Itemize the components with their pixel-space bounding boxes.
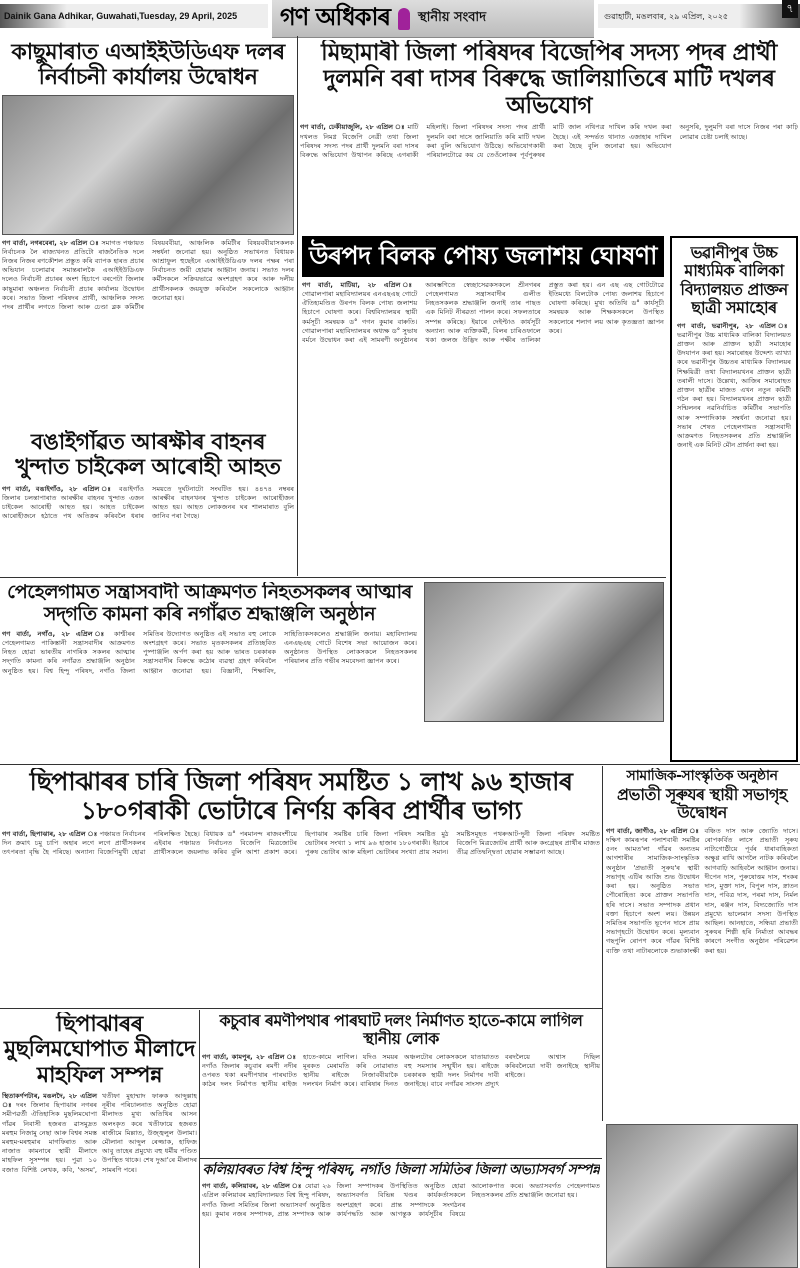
photo-aiudf-office <box>2 95 294 235</box>
dateline: গণ বাৰ্তা, ভৱানীপুৰ, ২৮ এপ্ৰিল ঃ <box>677 321 791 330</box>
dateline: গণ বাৰ্তা, নগাঁও, ২৮ এপ্ৰিল ঃ <box>2 629 109 638</box>
article-bongaigaon-body <box>2 485 294 574</box>
photo-nss-programme <box>424 582 664 722</box>
headline-aiudf: কাছুমাৰাত এআইইউডিএফ দলৰ নিৰ্বাচনী কাৰ্যালয় উদ্বোধন <box>11 40 285 91</box>
article-bongaigaon <box>2 430 294 574</box>
body-text: কাশ্মীৰৰ পেহেলগামত পাকিস্তানী সন্ত্ৰাসবাদীৰ আক্ৰমণত নিহত হোৱা ভাৰতীয় নাগৰিক সকলৰ আত্মাৰ সদ্‌গতি কামনা কৰি নগাঁৱত শ্ৰদ্ধাঞ্জলি অনুষ্ঠান অনুষ্ঠিত হয়। বিশ্ব হিন্দু পৰিষদ, নগাঁও জিলা সমিতিৰ উদ্যোগত অনুষ্ঠিত এই সভাত বহু লোকে অংশগ্ৰহণ কৰে। সভাত মৃতকসকলৰ প্ৰতিচ্ছবিত পুষ্পাঞ্জলি অৰ্পণ কৰা হয় আৰু ভাৰত চৰকাৰক সন্ত্ৰাসবাদীৰ বিৰুদ্ধে কঠোৰ ব্যৱস্থা গ্ৰহণ কৰিবলৈ আহ্বান জনোৱা হয়। বিজ্ঞানী, শিক্ষাবিদ, সাহিত্যিকসকলেও শ্ৰদ্ধাঞ্জলি জনায়। মহাবিদ্যালয় এনএছএছ গোটে বিশেষ সভা আয়োজন কৰে। অনুষ্ঠানত উপস্থিত লোকসকলে নিহতসকলৰ পৰিয়ালৰ প্ৰতি গভীৰ সমবেদনা জ্ঞাপন কৰে। <box>2 629 417 675</box>
sidebar-box-bhawanipur <box>670 236 798 762</box>
divider <box>0 577 666 578</box>
divider <box>200 1158 602 1159</box>
article-aiudf-body <box>2 239 294 426</box>
headline-bongaigaon-accident: বঙাইগাঁৱত আৰক্ষীৰ বাহনৰ খুন্দাত চাইকেল আৰোহী আহত <box>15 430 281 481</box>
article-kochubar-body <box>202 1053 600 1156</box>
divider <box>0 1008 602 1009</box>
column-divider <box>297 36 298 576</box>
headline-dulumoni: মিছামাৰী জিলা পৰিষদৰ বিজেপিৰ সদস্য পদৰ প্ৰাৰ্থী দুলমনি বৰা দাসৰ বিৰুদ্ধে জালিয়াতিৰে মাটি দখলৰ অভিযোগ <box>321 40 777 119</box>
body-text: দক্ষিণ কামৰূপৰ পলাশবাৰী সমষ্টিৰ ৫নং আমত'লা গাঁৱৰ অন্যতম আগশাৰীৰ সামাজিক-সাংস্কৃতিক অনুষ্ঠান 'প্ৰভাতী সূৰুয'ৰ স্থায়ী সভাগৃহ এটিৰ আজি শুভ উদ্বোধন কৰা হয়। অনুষ্ঠিত সভাত পৌৰোহিত্য কৰে প্ৰাক্তন সভাপতি হৰি দাসে। সভাত সম্পাদক প্ৰধান বক্তা হিচাপে অংশ লয়। উন্নয়ন সমিতিৰ সভাপতি ভূপেন দাসে প্ৰায় সভাগৃহটো উদ্বোধন কৰে। মূল্যবান গছপুলি ৰোপণ কৰে গাঁৱৰ বিশিষ্ট ব্যক্তি তথা নাটাৰলোকে শুভাকাংক্ষী বঞ্চিত দাস আৰু জ্যোতি দাসে। ৰোপকৰ্বিত লাসে প্ৰভাতী সূৰুয নাট্যগোষ্ঠীয়ে পূৰ্বৰ ধাৰাবাহিকতা অক্ষুণ্ণ ৰাখি আগলৈ নাটক কৰিবলৈ আগবাঢ়ি আহিবলৈ আহ্বান জনায়। দীপেন দাস, পুৰুষোত্তম দাস, শংকৰ দাস, মুক্তা দাস, বিপুল দাস, স্নাতন দাস, পবিত্ৰ দাস, পৰমা দাস, নিৰ্মল দাস, ৰঞ্জন দাস, বিদ্যজ্যোতি দাস প্ৰমুখ্যে ভালেমান সদস্য উপস্থিত আছিল। আনহাতে, সন্ধিয়া প্ৰভাতী সুৰুযৰ শিল্পী হৰি নিৰ্মাতা আবদ্ধৰ কাৰণে সংগীত অনুষ্ঠান পৰিৱেশন কৰা হয়। <box>606 826 798 955</box>
body-text: সমাগত পঞ্চায়ত নিৰ্বাচনক লৈ ৰাজ্যখনত প্ৰতিটো ৰাজনৈতিক দলে নিজৰ নিজৰ ৰণকৌশল প্ৰস্তুত কৰি ব্যাপক হাৰত প্ৰচাৰ অভিযান চলোৱাৰ সমান্তৰালকৈ এআইইউডিএফ দলেও নিৰ্বাচনী প্ৰচাৰৰ অংশ হিচাপে বৰপেটা জিলাৰ কাছুমাৰা অঞ্চলত নিৰ্বাচনী প্ৰচাৰ কাৰ্যালয় উদ্বোধন কৰে। সভাত জিলা পৰিষদৰ প্ৰাৰ্থী, আঞ্চলিক সদস্য পদৰ প্ৰাৰ্থীৰ লগতে জিলা আৰু চেণ্ডা ব্লক কমিটীৰ বিষয়ববীয়া, আঞ্চলিক কমিটীৰ বিষয়ববীয়াসকলক সম্বৰ্ধনা জনোৱা হয়। অনুষ্ঠিত সভাখনত বিধায়ক আশ্ৰাফুল হুছেইনে এআইইউডিএফ দলৰ পক্ষৰ পৰা নিৰ্বাচনত জয়ী হোৱাৰ আহ্বান জনায়। সভাত দলৰ কৰ্মীসকলে সক্ৰিয়ভাৱে অংশগ্ৰহণ কৰে আৰু দলীয় প্ৰাৰ্থীসকলক জয়যুক্ত কৰিবলৈ সকলোকে আহ্বান জনোৱা হয়। <box>2 238 294 312</box>
headline-milad-mahfil: ছিপাঝাৰৰ মুছলিমঘোপাত মীলাদে মাহফিল সম্পন্ন <box>4 1012 195 1088</box>
dateline: গণ বাৰ্তা, মাটিয়া, ২৮ এপ্ৰিল ঃ <box>302 280 418 289</box>
article-sipajhar <box>2 768 600 1006</box>
article-aiudf <box>2 40 294 426</box>
headline-kochubar-bridge: কচুবাৰ ৰমণীপথাৰ পাৰঘাট দলং নিৰ্মাণত হাতে-কামে লাগিল স্থানীয় লোক <box>219 1012 583 1049</box>
section-title: স্থানীয় সংবাদ <box>417 10 487 25</box>
article-dulumoni-body <box>300 123 798 230</box>
assamese-dateline: গুৱাহাটী, মঙলবাৰ, ২৯ এপ্ৰিল, ২০২৫ <box>598 4 800 28</box>
headline-sipajhar-voters: ছিপাঝাৰৰ চাৰি জিলা পৰিষদ সমষ্টিত ১ লাখ ৯৬ হাজাৰ ১৮০গৰাকী ভোটাৰে নিৰ্ণয় কৰিব প্ৰাৰ্থীৰ ভাগ্য <box>29 768 573 825</box>
article-dulumoni <box>300 40 798 230</box>
headline-prabhati-suruj: প্ৰভাতী সূৰুযৰ স্থায়ী সভাগৃহ উদ্বোধন <box>617 785 787 823</box>
headline-vhp-kaliabor: কলিয়াবৰত বিশ্ব হিন্দু পৰিষদ, নগাঁও জিলা সমিতিৰ জিলা অভ্যাসবৰ্গ সম্পন্ন <box>202 1162 600 1178</box>
headline-bhawanipur: ভৱানীপুৰ উচ্চ মাধ্যমিক বালিকা বিদ্যালয়ত প্ৰাক্তন ছাত্ৰী সমাহোৰ <box>680 243 788 318</box>
article-milad <box>2 1012 197 1268</box>
dateline: গণ বাৰ্তা, ছিপাঝাৰ, ২৮ এপ্ৰিল ঃ <box>2 829 98 838</box>
article-pahalgam-body <box>2 630 417 760</box>
body-text: বঙাইগাঁও জিলাৰ চলন্তাপাৰাত আৰক্ষীৰ বাহনৰ খুন্দাত এজন চাইকেল আৰোহী আহত হয়। আহত চাইকেল আৰোহীজনে হঠাতে পথ অতিক্ৰম কৰিবলৈ ধৰাৰ সময়তে দুৰ্ঘটনাটো সংঘটিত হয়। ৪৪৭৪ নম্বৰৰ আৰক্ষীৰ বাহনখনৰ খুন্দাত চাইকেল আৰোহীজন আহত হয়। আহত লোকজনৰ ঘৰ শালমাৰাত বুলি জানিব পৰা গৈছে। <box>2 484 294 521</box>
article-pahalgam <box>2 582 417 760</box>
article-sipajhar-body <box>2 830 600 1007</box>
article-urpad <box>302 236 664 574</box>
article-prabhati-body <box>606 827 798 1120</box>
dateline: গণ বাৰ্তা, কামপুৰ, ২৮ এপ্ৰিল ঃ <box>202 1052 297 1061</box>
divider <box>0 764 800 765</box>
dateline: গণ বাৰ্তা, জাগীও, ২৮ এপ্ৰিল ঃ <box>606 826 700 835</box>
article-vhp <box>202 1162 600 1268</box>
article-urpad-body <box>302 281 664 574</box>
column-divider <box>199 1010 200 1268</box>
article-kochubar <box>202 1012 600 1156</box>
newspaper-logo: গণ অধিকাৰ <box>280 1 390 31</box>
dateline: গণ বাৰ্তা, কলিয়াবৰ, ২৮ এপ্ৰিল ঃ <box>202 1182 303 1191</box>
body-text: গোৱালপাৰা মহাবিদ্যালয়ৰ এনএছএছ গোটে ঐতিহ্যমণ্ডিত উৰপদ বিলক পোষ্য জলাশয় হিচাপে ঘোষণা কৰে। বিশ্ববিদ্যালয়ৰ স্থায়ী কৰ্মসূচী সমন্বয়ক ড° গগন কুমাৰ বাৰুতি। গোৱালপাৰা মহাবিদ্যালয়ৰ অধ্যক্ষ ড° সুভাষ বৰ্মনে উদ্বোধন কৰা এই সামৰণী অনুষ্ঠানৰ আৰম্ভণিতে স্বেচ্ছাসেৱকসকলে শ্ৰীনগৰৰ পেহেলগামত সন্ত্ৰাসবাদীৰ গুলীত নিহতসকলক শ্ৰদ্ধাঞ্জলি জনাই তাৰ পাছত এক মিনিট নীৰৱতা পালন কৰে। সফলতাৰে সম্পন্ন কৰিছে। ইয়াৰে দেইপ্টাও কাৰ্যসূচী অন্যান্য আৰু ব্যক্তিকৰ্মী, বিলৰ চাৰিওফালে থকা জলজ উদ্ভিদ আৰু পক্ষীৰ তালিকা প্ৰস্তুত কৰা হয়। এন এছ এছ গোটটোৱে ইতিমধ্যে বিলটোক পোষ্য জলাশয় হিচাপে ঘোষণা কৰিছে। মুখ্য অতিথি ড° কাৰ্যসূচী সমন্বয়ক আৰু শিক্ষকসকলে উপস্থিত সকলোৰে শলাগ লয় আৰু কৃতজ্ঞতা জ্ঞাপন কৰে। <box>302 280 664 344</box>
article-prabhati <box>606 768 798 1120</box>
headline-pahalgam-tribute: পেহেলগামত সন্ত্ৰাসবাদী আক্ৰমণত নিহতসকলৰ আত্মাৰ সদ্‌গতি কামনা কৰি নগাঁৱত শ্ৰদ্ধাঞ্জলি অনুষ্ঠান <box>7 582 412 625</box>
page-number: ৭ <box>782 0 798 18</box>
photo-prabhati-event <box>606 1124 798 1268</box>
body-text: মাটি দখলত নিমগ্ন বিজেপি নেত্ৰী তথা জিলা পৰিষদৰ সদস্য পদৰ প্ৰাৰ্থী দুলমনি বৰা দাসৰ বিৰুদ্ধে অভিযোগ উত্থাপন কৰিছে এগৰাকী মহিলাই। জিলা পৰিষদৰ সদস্য পদৰ প্ৰাৰ্থী দুলমনি বৰা দাসে জালিয়াতি কৰি মাটি দখল কৰা বুলি অভিযোগ উঠিছে। অভিযোগকাৰী পৰিয়ালটোৱে কয় যে তেওঁলোকৰ পূৰ্বপুৰুষৰ মাটি জাল নথিপত্ৰ দাখিল কৰি দখল কৰা হৈছে। এই সন্দৰ্ভত থানাত এজাহাৰ দাখিল কৰা হৈছে বুলি জনোৱা হয়। অভিযোগ অনুসৰি, দুলুমণি বৰা দাসে নিজৰ পৰা কাঢ়ি লোৱাৰ চেষ্টা চলাই আছে। <box>300 123 798 159</box>
dateline: স্থিতাকৰ্ণপটাৰ, মঙলদৈ, ২৮ এপ্ৰিল ঃ <box>2 1091 97 1110</box>
english-dateline: Dainik Gana Adhikar, Guwahati,Tuesday, 29 April, 2025 <box>0 4 268 28</box>
body-text: নগাঁও জিলাৰ কচুবাৰ ৰমণী নদীৰ ওপৰত থকা ৰমণীপথাৰ পাৰঘাটত কাঠৰ দলং নিৰ্মাণত স্থানীয় ৰাইজ হাতে-কামে লাগিল। যদিও সময়ৰ মূৰকত মেৰামতি কৰি নোৱাৰাত স্থানীয় ৰাইজে নিজাববীয়াকৈ দলংখন নিৰ্মাণ কৰে। বাৰিষাৰ দিনত অঞ্চলটোৰ লোকসকলে যাতায়াতত বহু সমস্যাৰ সন্মুখীন হয়। ৰাইজে চৰকাৰক স্থায়ী দলং নিৰ্মাণৰ দাবী জনাইছে। বাবে নগাঁৱৰ সাংসদ প্ৰদ্যুৎ বৰদলৈয়ে আশ্বাস দিছিল কৰিবলৈয়ো দাবী জনাইছে স্থানীয় ৰাইজে। <box>202 1052 600 1089</box>
article-milad-body <box>2 1092 197 1268</box>
dateline: গণ বাৰ্তা, নগৰবেৰা, ২৮ এপ্ৰিল ঃ <box>2 238 100 247</box>
dateline: গণ বাৰ্তা, ঢেকীয়াজুলি, ২৮ এপ্ৰিল ঃ <box>300 123 405 132</box>
kicker-cultural: সামাজিক-সাংস্কৃতিক অনুষ্ঠান <box>626 768 778 784</box>
body-text: ভৱানীপুৰ উচ্চ মাধ্যমিক বালিকা বিদ্যালয়ত প্ৰাক্তন আৰু প্ৰাক্তন ছাত্ৰী সমাহোৰ উদযাপন কৰা হয়। সমাৰোহৰ উদ্দেশ্য ব্যাখ্যা কৰে ভৱানীপুৰ উচ্চতৰ মাধ্যমিক বিদ্যালয়ৰ শিক্ষয়িত্ৰী তথা বিদ্যালয়খনৰ প্ৰাক্তন ছাত্ৰী তৰালী দাসে। উল্লেখ্য, আজিৰ সমাৰোহত প্ৰাক্তন ছাত্ৰীৰ মাজত এখন নতুন কমিটী গঠন কৰা হয়। বিদ্যালয়খনৰ প্ৰাক্তন ছাত্ৰী সন্মিলনৰ নৱনিৰ্বাচিত কমিটীৰ সভাপতি আৰু সম্পাদিকাক সম্বৰ্ধনা জনোৱা হয়। সভাৰ শেষত পেহেলগামত সন্ত্ৰাসবাদী আক্ৰমণত নিহতসকলৰ প্ৰতি শ্ৰদ্ধাঞ্জলি জনাই এক মিনিট মৌন প্ৰাৰ্থনা কৰা হয়। <box>677 330 791 450</box>
people-logo-icon <box>398 8 410 30</box>
body-text: যোৱা ২৬ এপ্ৰিল কলিয়াবৰ মহাবিদ্যালয়ত বিশ্ব হিন্দু পৰিষদ, নগাঁও জিলা সমিতিৰ জিলা অভ্যাসবৰ্গ অনুষ্ঠিত হয়। কুমাৰ নজৰ সম্পাদক, প্ৰান্ত সম্পাদক আৰু জিলা সম্পাদকৰ উপস্থিতিত অনুষ্ঠিত হোৱা অভ্যাসবৰ্গত বিভিন্ন খণ্ডৰ কাৰ্যকৰ্তাসকলে অংশগ্ৰহণ কৰে। প্ৰান্ত সম্পাদকে সংগঠনৰ কাৰ্যপদ্ধতি আৰু আগন্তুক কাৰ্যসূচীৰ বিষয়ে আলোকপাত কৰে। অভ্যাসবৰ্গত পেহেলগামত নিহতসকলৰ প্ৰতি শ্ৰদ্ধাঞ্জলি জনোৱা হয়। <box>202 1182 600 1218</box>
dateline: গণ বাৰ্তা, বঙাইগাঁও, ২৮ এপ্ৰিল ঃ <box>2 484 114 493</box>
body-text: পঞ্চায়ত নিৰ্বাচনৰ দিন ক্ৰমাৎ চমু চাপি অহাৰ লগে লগে প্ৰাৰ্থীসকলৰ তৎপৰতা বৃদ্ধি হৈ পৰিছে। অন্যান্য বিজেপিমুখী হোৱা পৰিলক্ষিত হৈছে। বিধায়ক ড° পৰমানন্দ ৰাজবংশীয়ে এইবাৰ পঞ্চায়ত নিৰ্বাচনত বিজেপি মিত্ৰজোটৰ প্ৰাৰ্থীসকলে জয়লাভ কৰিব বুলি আশা প্ৰকাশ কৰে। ছিপাঝাৰ সমষ্টিৰ চাৰি জিলা পৰিষদ সমষ্টিত মুঠ ভোটাৰৰ সংখ্যা ১ লাখ ৯৬ হাজাৰ ১৮০গৰাকী। ইয়াৰে পুৰুষ ভোটাৰ আৰু মহিলা ভোটাৰৰ সংখ্যা প্ৰায় সমান। সমষ্টিসমূহত পথৰুআট-দুনী জিলা পৰিষদ সমষ্টিত বিজেপি মিত্ৰজোটৰ প্ৰাৰ্থী আৰু কংগ্ৰেছৰ প্ৰাৰ্থীৰ মাজত তীব্ৰ প্ৰতিদ্বন্দ্বিতা হোৱাৰ সম্ভাৱনা আছে। <box>2 829 600 856</box>
body-text: দৰং জিলাৰ ছিপাঝাৰ নগৰৰ সমীপৱৰ্তী ঐতিহাসিক মুছলিমঘোপা গাঁৱৰ নিবাসী হজৰত ৱাসমুদ্ৰত মৰহুম নিজামু নেছা আৰু বিশ্বৰ সমস্ত মৰহুম-মৰহুমাৰ মাগফিৰাত আৰু নাজাত কামনাৰে স্থায়ী মীলাদে মাহফিল সুসম্পন্ন হয়। পুৱা ১০ বজাত বিশিষ্ট লেখক, কবি, 'অসম', খতীফা মুহাম্মাদ ফাৰুক আব্দুল্লাহ নূৰীৰ পৰিচালনাত অনুষ্ঠিত হোৱা মীলাদত মুখ্য অতিথিৰ আসন অলংকৃত কৰে খতীফায়ে হজৰত ৰাজীমে মিল্লাত, উজ্জ্বলুল উলামা। মৌলানা আব্দুল ৰেজ্জাক, হাফিজ আবু তাহেৰ প্ৰমুখ্যে বহু ধৰ্মীয় পণ্ডিত উপস্থিত থাকে। শেষ দুআ'ৰে মীলাদৰ সামৰণি পৰে। <box>2 1091 197 1174</box>
masthead <box>272 0 594 38</box>
article-vhp-body <box>202 1182 600 1268</box>
headline-urpad-beel: উৰপদ বিলক পোষ্য জলাশয় ঘোষণা <box>302 236 664 277</box>
column-divider <box>602 766 603 1121</box>
article-bhawanipur-body <box>677 322 791 754</box>
